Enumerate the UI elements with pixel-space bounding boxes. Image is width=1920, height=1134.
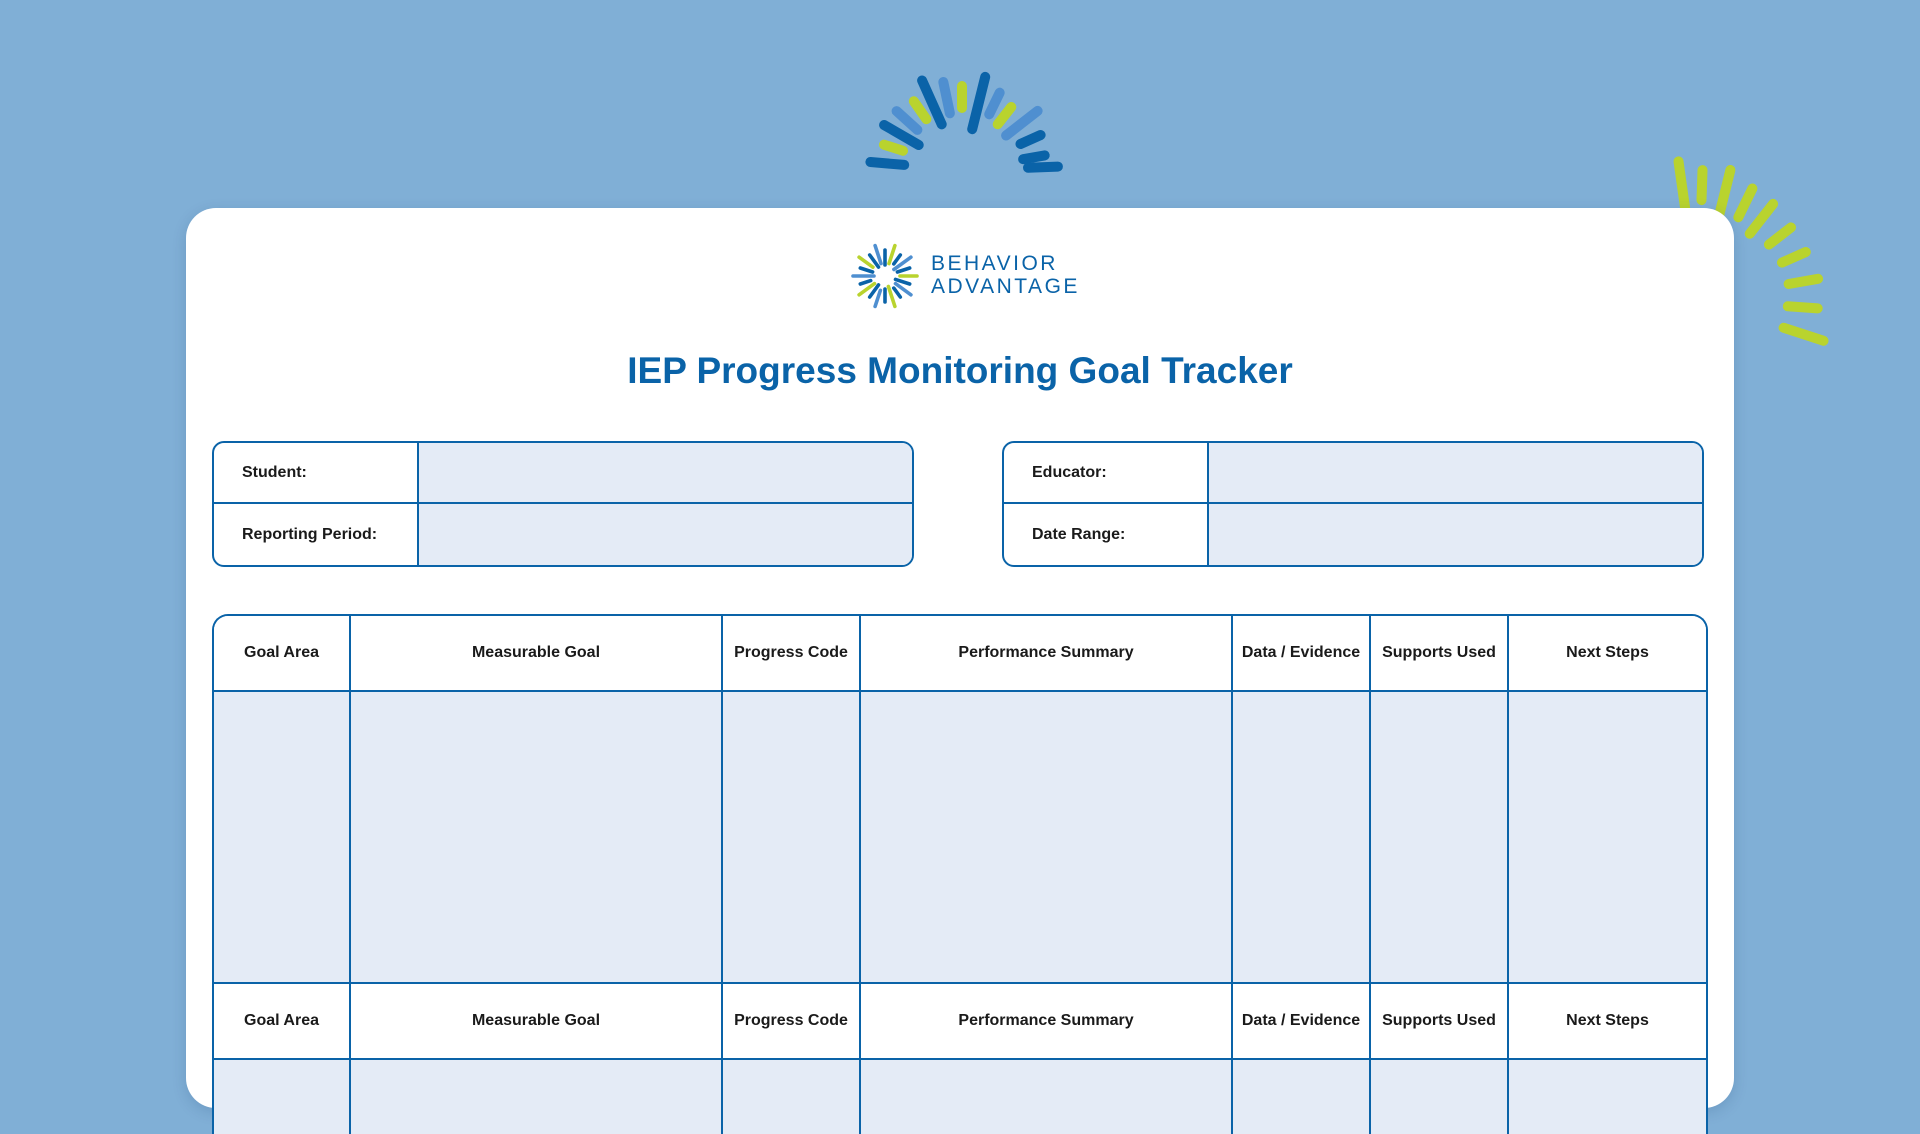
- col-header-next-steps: Next Steps: [1508, 983, 1706, 1059]
- goal-entry-row: [214, 691, 1706, 983]
- brand-name-line1: BEHAVIOR: [931, 252, 1058, 275]
- next-steps-cell[interactable]: [1508, 1059, 1706, 1134]
- supports-used-cell[interactable]: [1370, 1059, 1508, 1134]
- table-header-row: [214, 616, 1706, 691]
- sunburst-ray: [1784, 328, 1824, 341]
- student-field[interactable]: [419, 443, 912, 504]
- col-header-goal-area: Goal Area: [214, 616, 350, 691]
- col-header-performance-summary: Performance Summary: [860, 616, 1232, 691]
- sunburst-ray: [860, 268, 872, 272]
- tracker-sheet: [186, 208, 1734, 1108]
- col-header-measurable-goal: Measurable Goal: [350, 983, 722, 1059]
- goal-area-cell[interactable]: [214, 691, 350, 983]
- performance-summary-cell[interactable]: [860, 1059, 1232, 1134]
- col-header-supports-used: Supports Used: [1370, 983, 1508, 1059]
- sunburst-ray: [1719, 170, 1731, 217]
- col-header-goal-area: Goal Area: [214, 983, 350, 1059]
- sunburst-ray: [897, 111, 918, 130]
- page-title: IEP Progress Monitoring Goal Tracker: [627, 350, 1293, 391]
- sunburst-ray: [860, 281, 870, 284]
- supports-used-cell[interactable]: [1370, 691, 1508, 983]
- sunburst-ray: [914, 101, 927, 119]
- sunburst-ray: [894, 255, 901, 264]
- brand-name: [931, 252, 1080, 298]
- col-header-performance-summary: Performance Summary: [860, 983, 1232, 1059]
- col-header-supports-used: Supports Used: [1370, 616, 1508, 691]
- sunburst-ray: [894, 288, 901, 297]
- student-info-box: [212, 441, 914, 567]
- next-steps-cell[interactable]: [1508, 691, 1706, 983]
- performance-summary-cell[interactable]: [860, 691, 1232, 983]
- col-header-next-steps: Next Steps: [1508, 616, 1706, 691]
- sunburst-ray: [897, 268, 909, 272]
- top-sunburst-decoration: [858, 50, 1068, 190]
- sunburst-ray: [989, 93, 1000, 115]
- col-header-progress-code: Progress Code: [722, 983, 860, 1059]
- sunburst-ray: [884, 145, 903, 151]
- goal-entry-row: [214, 1059, 1706, 1134]
- educator-label: Educator:: [1004, 443, 1209, 504]
- sunburst-ray: [1738, 189, 1752, 218]
- col-header-data-evidence: Data / Evidence: [1232, 983, 1370, 1059]
- sunburst-logo-icon: [851, 240, 923, 312]
- date-range-field[interactable]: [1209, 504, 1702, 565]
- progress-code-cell[interactable]: [722, 1059, 860, 1134]
- reporting-period-label: Reporting Period:: [214, 504, 419, 565]
- date-range-label: Date Range:: [1004, 504, 1209, 565]
- col-header-measurable-goal: Measurable Goal: [350, 616, 722, 691]
- sunburst-ray: [972, 77, 985, 129]
- sunburst-ray: [1028, 167, 1058, 168]
- student-label: Student:: [214, 443, 419, 504]
- goal-tracker-table: [212, 614, 1708, 1134]
- sunburst-ray: [870, 162, 904, 165]
- brand-name-line2: ADVANTAGE: [931, 275, 1080, 298]
- sunburst-ray: [1782, 252, 1806, 263]
- sunburst-ray: [1788, 306, 1818, 308]
- sunburst-ray: [1769, 227, 1791, 244]
- measurable-goal-cell[interactable]: [350, 691, 722, 983]
- sunburst-ray: [1702, 170, 1703, 200]
- data-evidence-cell[interactable]: [1232, 691, 1370, 983]
- sunburst-ray: [1023, 155, 1045, 159]
- sunburst-ray: [875, 290, 880, 306]
- sunburst-ray: [1021, 135, 1041, 144]
- educator-field[interactable]: [1209, 443, 1702, 504]
- measurable-goal-cell[interactable]: [350, 1059, 722, 1134]
- sunburst-ray: [998, 107, 1012, 124]
- sunburst-ray: [1750, 204, 1773, 234]
- sunburst-ray: [1789, 279, 1819, 284]
- progress-code-cell[interactable]: [722, 691, 860, 983]
- sunburst-ray: [943, 82, 950, 113]
- col-header-progress-code: Progress Code: [722, 616, 860, 691]
- col-header-data-evidence: Data / Evidence: [1232, 616, 1370, 691]
- sunburst-ray: [1679, 161, 1686, 211]
- goal-area-cell[interactable]: [214, 1059, 350, 1134]
- brand-logo: [851, 240, 1081, 312]
- reporting-period-field[interactable]: [419, 504, 912, 565]
- table-header-row: [214, 983, 1706, 1059]
- educator-info-box: [1002, 441, 1704, 567]
- data-evidence-cell[interactable]: [1232, 1059, 1370, 1134]
